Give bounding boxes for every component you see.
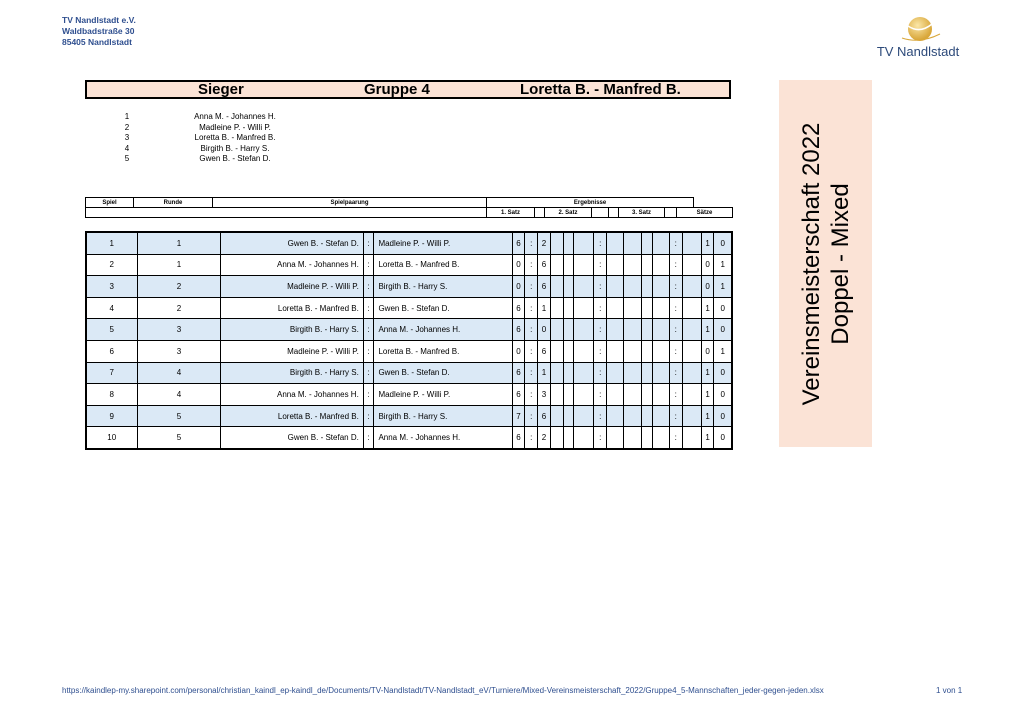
set3-spacer — [652, 340, 669, 362]
set-gap — [624, 405, 642, 427]
set3-home-score — [642, 427, 653, 449]
set1-away-score: 0 — [538, 319, 551, 341]
pairing-home: Anna M. - Johannes H. — [221, 254, 363, 276]
set3-away-score — [682, 276, 701, 298]
table-row — [86, 340, 732, 362]
set2-away-score — [607, 297, 624, 319]
round-number: 1 — [137, 232, 221, 254]
header-runde: Runde — [134, 198, 213, 208]
sidebar-title — [797, 122, 855, 405]
set2-separator: : — [594, 319, 607, 341]
set1-separator: : — [525, 254, 538, 276]
pairing-away: Anna M. - Johannes H. — [374, 319, 512, 341]
set1-separator: : — [525, 319, 538, 341]
set1-spacer — [550, 319, 563, 341]
set2-away-score — [607, 232, 624, 254]
sets-won-away: 0 — [714, 384, 732, 406]
tennis-ball-icon — [868, 14, 968, 46]
round-number: 5 — [137, 427, 221, 449]
set-gap — [563, 276, 574, 298]
set-gap — [624, 384, 642, 406]
set1-spacer — [550, 384, 563, 406]
set2-away-score — [607, 427, 624, 449]
sets-won-away: 0 — [714, 232, 732, 254]
set2-separator: : — [594, 297, 607, 319]
set1-separator: : — [525, 340, 538, 362]
set1-separator: : — [525, 427, 538, 449]
set3-away-score — [682, 340, 701, 362]
set2-separator: : — [594, 384, 607, 406]
set3-home-score — [642, 232, 653, 254]
set-gap — [563, 405, 574, 427]
set3-separator: : — [669, 340, 682, 362]
round-number: 3 — [137, 340, 221, 362]
pairing-away: Gwen B. - Stefan D. — [374, 297, 512, 319]
table-row — [86, 384, 732, 406]
set2-separator: : — [594, 405, 607, 427]
set2-home-score — [574, 254, 594, 276]
set2-separator: : — [594, 340, 607, 362]
set1-away-score: 6 — [538, 405, 551, 427]
header-spiel: Spiel — [86, 198, 134, 208]
pairing-home: Anna M. - Johannes H. — [221, 384, 363, 406]
pairing-separator: : — [363, 297, 374, 319]
set1-separator: : — [525, 297, 538, 319]
sets-won-home: 0 — [701, 340, 714, 362]
sets-won-away: 1 — [714, 340, 732, 362]
set-gap — [624, 297, 642, 319]
set-gap — [624, 276, 642, 298]
pairing-away: Gwen B. - Stefan D. — [374, 362, 512, 384]
set3-away-score — [682, 232, 701, 254]
set-gap — [563, 340, 574, 362]
round-number: 2 — [137, 297, 221, 319]
round-number: 2 — [137, 276, 221, 298]
set2-home-score — [574, 297, 594, 319]
pairing-separator: : — [363, 384, 374, 406]
set-gap — [624, 340, 642, 362]
sets-won-home: 1 — [701, 232, 714, 254]
pairing-home: Gwen B. - Stefan D. — [221, 427, 363, 449]
set2-home-score — [574, 362, 594, 384]
set3-home-score — [642, 384, 653, 406]
set1-away-score: 6 — [538, 340, 551, 362]
game-number: 1 — [86, 232, 137, 254]
header-set2: 2. Satz — [545, 208, 592, 218]
pairing-home: Birgith B. - Harry S. — [221, 362, 363, 384]
winner-label: Sieger — [198, 81, 244, 98]
game-number: 3 — [86, 276, 137, 298]
set1-separator: : — [525, 276, 538, 298]
header-results: Ergebnisse — [487, 198, 694, 208]
set-gap — [563, 362, 574, 384]
set2-home-score — [574, 340, 594, 362]
set1-spacer — [550, 297, 563, 319]
set2-separator: : — [594, 427, 607, 449]
table-row — [86, 405, 732, 427]
set1-home-score: 6 — [512, 362, 525, 384]
set3-away-score — [682, 362, 701, 384]
set2-home-score — [574, 405, 594, 427]
round-number: 3 — [137, 319, 221, 341]
group-label: Gruppe 4 — [364, 81, 430, 98]
set-gap — [624, 319, 642, 341]
pairing-separator: : — [363, 254, 374, 276]
set3-away-score — [682, 254, 701, 276]
set1-away-score: 2 — [538, 427, 551, 449]
sets-won-away: 0 — [714, 405, 732, 427]
set-gap — [624, 254, 642, 276]
set3-away-score — [682, 319, 701, 341]
sets-won-away: 0 — [714, 362, 732, 384]
set-gap — [624, 232, 642, 254]
logo-text: TV Nandlstadt — [876, 44, 960, 59]
set1-home-score: 0 — [512, 254, 525, 276]
pairing-separator: : — [363, 319, 374, 341]
round-number: 4 — [137, 384, 221, 406]
pairing-away: Loretta B. - Manfred B. — [374, 340, 512, 362]
pairing-home: Birgith B. - Harry S. — [221, 319, 363, 341]
set-gap — [563, 319, 574, 341]
set3-away-score — [682, 384, 701, 406]
set2-away-score — [607, 405, 624, 427]
set2-home-score — [574, 427, 594, 449]
set1-home-score: 6 — [512, 319, 525, 341]
set3-separator: : — [669, 297, 682, 319]
set3-separator: : — [669, 427, 682, 449]
sets-won-home: 1 — [701, 297, 714, 319]
set3-spacer — [652, 405, 669, 427]
table-row — [86, 297, 732, 319]
header-sets: Sätze — [677, 208, 733, 218]
sidebar-line2: Doppel - Mixed — [826, 182, 854, 345]
set-gap — [563, 297, 574, 319]
set2-home-score — [574, 384, 594, 406]
sets-won-away: 0 — [714, 297, 732, 319]
set1-home-score: 7 — [512, 405, 525, 427]
sets-won-home: 0 — [701, 254, 714, 276]
set3-spacer — [652, 297, 669, 319]
set3-spacer — [652, 276, 669, 298]
set-gap — [624, 362, 642, 384]
set1-away-score: 2 — [538, 232, 551, 254]
footer-url: https://kaindlep-my.sharepoint.com/personal/christian_kaindl_ep-kaindl_de/Documents/TV-Nandlstadt/TV-Nandlstadt_eV/Turniere/Mixed-Vereinsmeisterschaft_2022/Gruppe4_5-Mannschaften_jeder-gegen-jeden.xlsx — [62, 686, 824, 695]
set2-home-score — [574, 276, 594, 298]
set1-away-score: 1 — [538, 362, 551, 384]
set2-home-score — [574, 319, 594, 341]
game-number: 9 — [86, 405, 137, 427]
game-number: 4 — [86, 297, 137, 319]
set3-spacer — [652, 384, 669, 406]
set1-spacer — [550, 340, 563, 362]
club-logo — [868, 14, 968, 64]
round-number: 5 — [137, 405, 221, 427]
set2-separator: : — [594, 276, 607, 298]
set3-home-score — [642, 405, 653, 427]
game-number: 5 — [86, 319, 137, 341]
set1-away-score: 6 — [538, 254, 551, 276]
set3-separator: : — [669, 254, 682, 276]
pairing-away: Birgith B. - Harry S. — [374, 405, 512, 427]
pairing-separator: : — [363, 362, 374, 384]
sets-won-home: 1 — [701, 362, 714, 384]
set3-spacer — [652, 319, 669, 341]
set-gap — [563, 232, 574, 254]
pairing-separator: : — [363, 405, 374, 427]
set1-separator: : — [525, 362, 538, 384]
set-gap — [624, 427, 642, 449]
set2-away-score — [607, 340, 624, 362]
set-gap — [563, 254, 574, 276]
pairing-away: Birgith B. - Harry S. — [374, 276, 512, 298]
set1-spacer — [550, 232, 563, 254]
pairing-away: Madleine P. - Willi P. — [374, 384, 512, 406]
set3-spacer — [652, 362, 669, 384]
set2-away-score — [607, 276, 624, 298]
club-street: Waldbadstraße 30 — [62, 26, 135, 36]
set3-separator: : — [669, 276, 682, 298]
set1-separator: : — [525, 405, 538, 427]
set3-separator: : — [669, 405, 682, 427]
pairing-home: Loretta B. - Manfred B. — [221, 297, 363, 319]
set1-spacer — [550, 254, 563, 276]
set2-separator: : — [594, 362, 607, 384]
game-number: 10 — [86, 427, 137, 449]
games-table — [85, 231, 733, 450]
club-city: 85405 Nandlstadt — [62, 37, 132, 47]
set3-home-score — [642, 276, 653, 298]
set3-away-score — [682, 297, 701, 319]
set1-spacer — [550, 362, 563, 384]
sets-won-away: 0 — [714, 319, 732, 341]
set3-separator: : — [669, 319, 682, 341]
sets-won-away: 1 — [714, 276, 732, 298]
table-row — [86, 254, 732, 276]
game-number: 2 — [86, 254, 137, 276]
title-sidebar — [779, 80, 872, 447]
pairing-away: Anna M. - Johannes H. — [374, 427, 512, 449]
set3-away-score — [682, 405, 701, 427]
set3-home-score — [642, 254, 653, 276]
game-number: 6 — [86, 340, 137, 362]
set1-away-score: 1 — [538, 297, 551, 319]
title-bar — [85, 80, 731, 99]
round-number: 4 — [137, 362, 221, 384]
pairing-away: Madleine P. - Willi P. — [374, 232, 512, 254]
round-number: 1 — [137, 254, 221, 276]
set1-separator: : — [525, 232, 538, 254]
game-number: 8 — [86, 384, 137, 406]
set1-home-score: 6 — [512, 232, 525, 254]
sets-won-away: 1 — [714, 254, 732, 276]
pairing-home: Gwen B. - Stefan D. — [221, 232, 363, 254]
sets-won-home: 1 — [701, 405, 714, 427]
set1-home-score: 6 — [512, 297, 525, 319]
pairing-home: Loretta B. - Manfred B. — [221, 405, 363, 427]
set3-spacer — [652, 232, 669, 254]
table-row — [86, 232, 732, 254]
header-set3: 3. Satz — [619, 208, 665, 218]
set2-away-score — [607, 384, 624, 406]
header-pairing: Spielpaarung — [213, 198, 487, 208]
set1-away-score: 6 — [538, 276, 551, 298]
set3-home-score — [642, 319, 653, 341]
set2-away-score — [607, 319, 624, 341]
pairing-separator: : — [363, 232, 374, 254]
game-number: 7 — [86, 362, 137, 384]
set3-home-score — [642, 340, 653, 362]
set-gap — [563, 427, 574, 449]
sets-won-home: 0 — [701, 276, 714, 298]
pairing-separator: : — [363, 427, 374, 449]
set1-spacer — [550, 276, 563, 298]
pairing-separator: : — [363, 276, 374, 298]
table-row — [86, 276, 732, 298]
set2-home-score — [574, 232, 594, 254]
club-name: TV Nandlstadt e.V. — [62, 15, 136, 25]
set1-home-score: 0 — [512, 340, 525, 362]
table-row — [86, 362, 732, 384]
set2-separator: : — [594, 254, 607, 276]
page-number: 1 von 1 — [936, 686, 963, 695]
set1-spacer — [550, 405, 563, 427]
set3-separator: : — [669, 232, 682, 254]
table-row — [86, 427, 732, 449]
pairing-home: Madleine P. - Willi P. — [221, 276, 363, 298]
table-row — [86, 319, 732, 341]
sets-won-home: 1 — [701, 319, 714, 341]
set3-separator: : — [669, 362, 682, 384]
sidebar-line1: Vereinsmeisterschaft 2022 — [797, 122, 825, 405]
table-header — [85, 197, 733, 218]
set2-away-score — [607, 362, 624, 384]
pairing-separator: : — [363, 340, 374, 362]
sets-won-away: 0 — [714, 427, 732, 449]
winner-name: Loretta B. - Manfred B. — [520, 81, 681, 98]
set1-spacer — [550, 427, 563, 449]
set2-away-score — [607, 254, 624, 276]
sets-won-home: 1 — [701, 427, 714, 449]
set3-spacer — [652, 427, 669, 449]
set1-separator: : — [525, 384, 538, 406]
sets-won-home: 1 — [701, 384, 714, 406]
set1-away-score: 3 — [538, 384, 551, 406]
pairing-home: Madleine P. - Willi P. — [221, 340, 363, 362]
set-gap — [563, 384, 574, 406]
set1-home-score: 0 — [512, 276, 525, 298]
set1-home-score: 6 — [512, 384, 525, 406]
set1-home-score: 6 — [512, 427, 525, 449]
set3-away-score — [682, 427, 701, 449]
set2-separator: : — [594, 232, 607, 254]
set3-spacer — [652, 254, 669, 276]
set3-separator: : — [669, 384, 682, 406]
club-address — [62, 15, 136, 48]
pairing-away: Loretta B. - Manfred B. — [374, 254, 512, 276]
set3-home-score — [642, 297, 653, 319]
header-set1: 1. Satz — [487, 208, 535, 218]
set3-home-score — [642, 362, 653, 384]
